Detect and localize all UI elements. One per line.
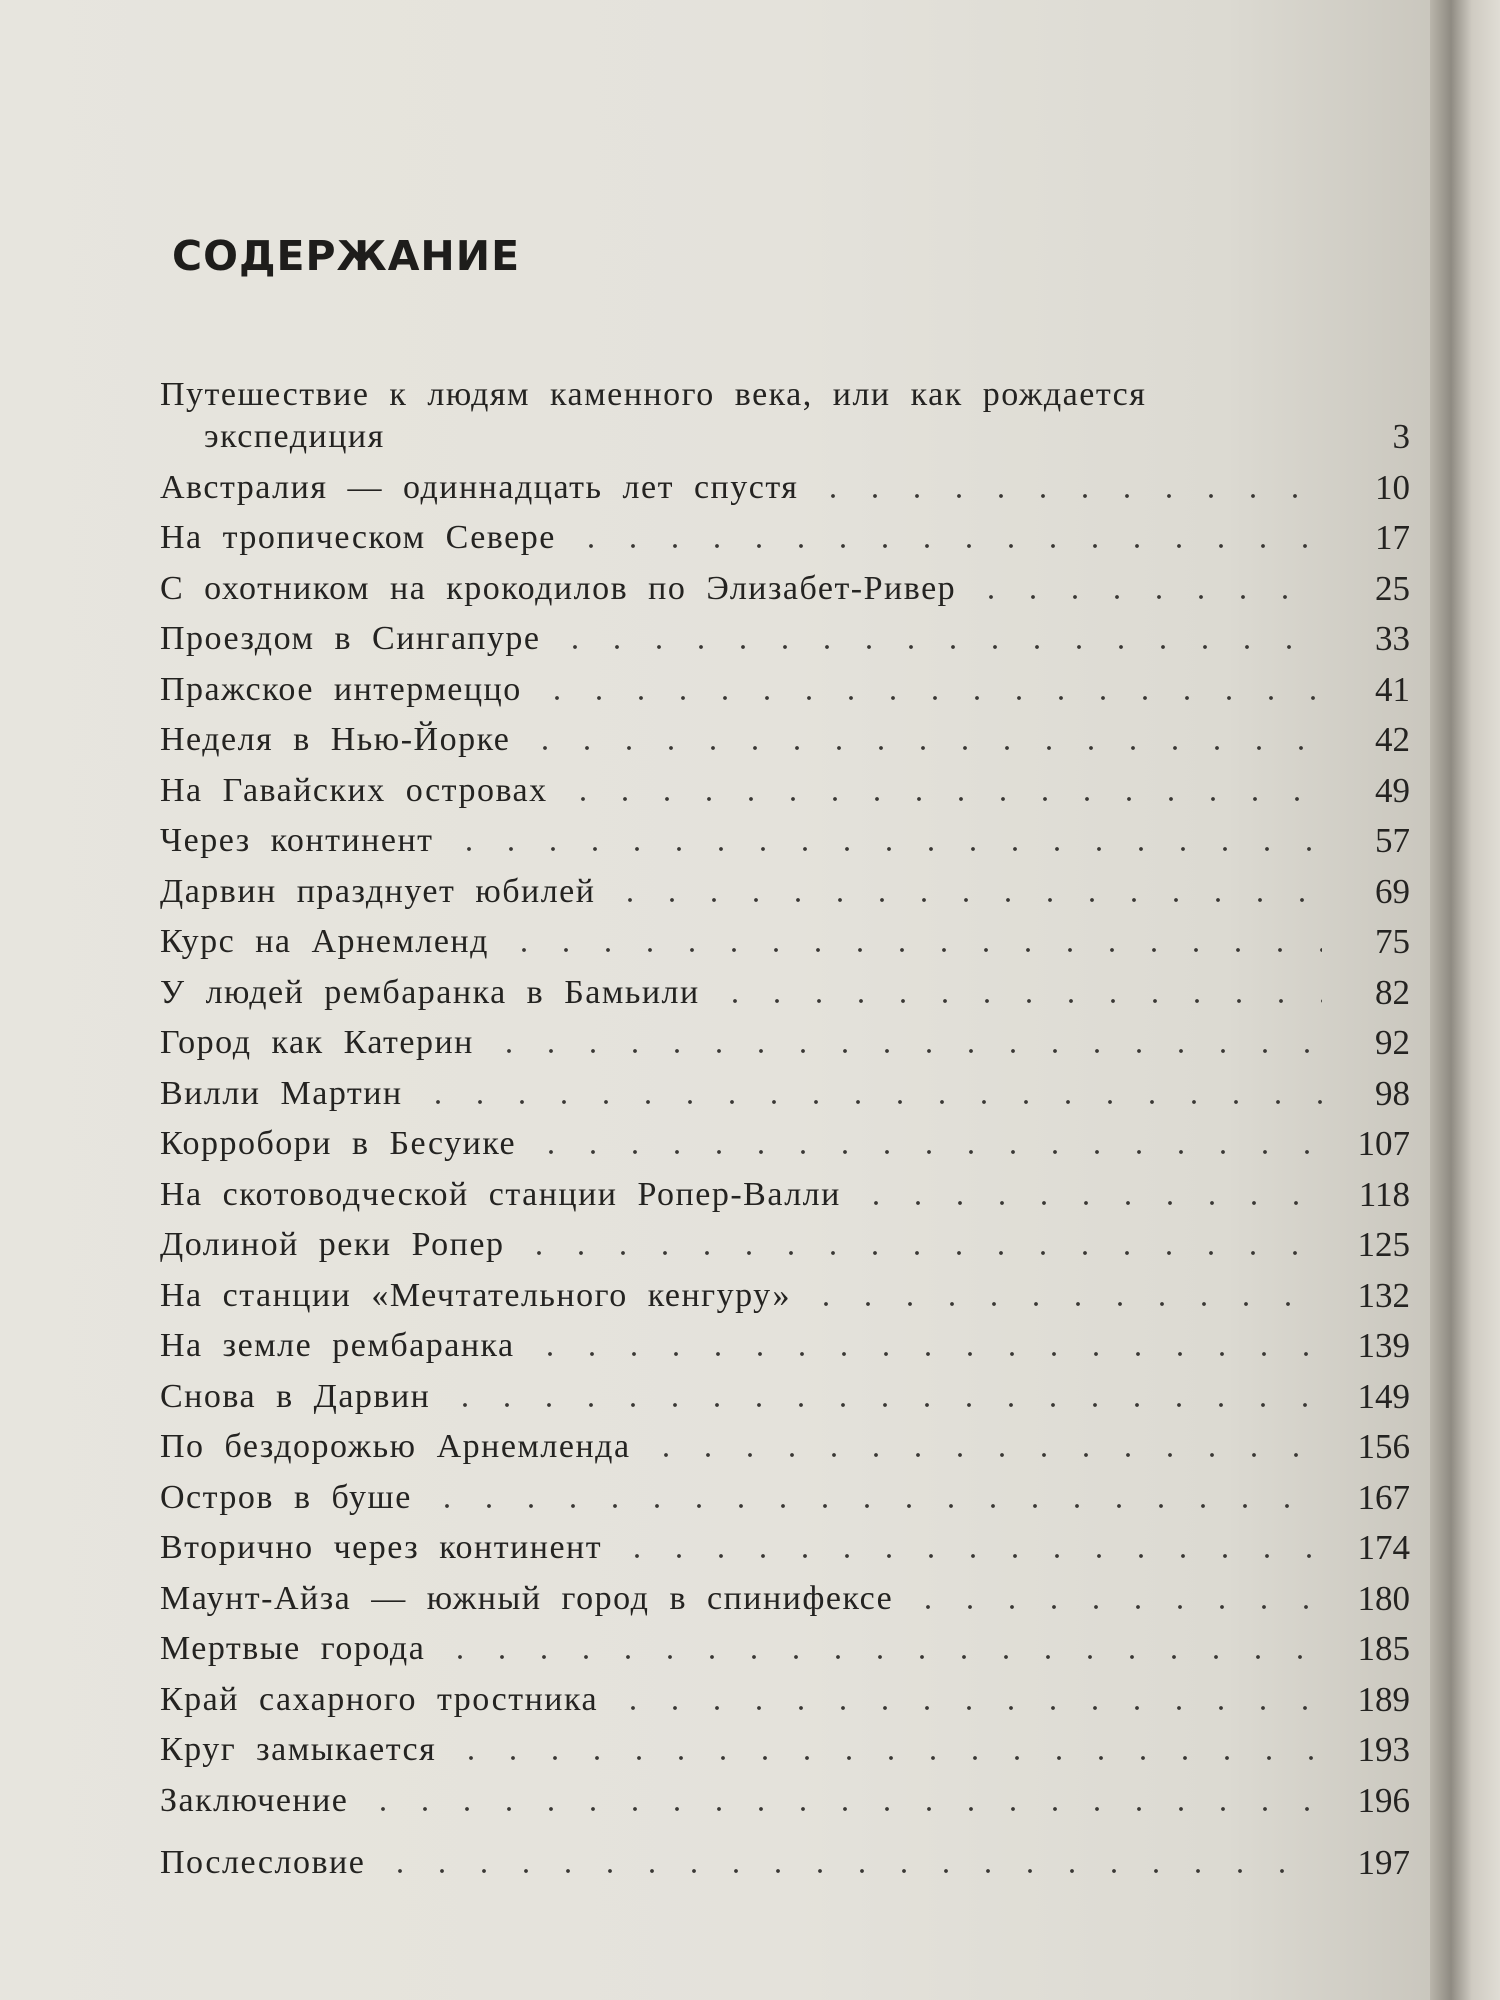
toc-entry-page: 75 <box>1375 922 1410 961</box>
toc-entry-page: 42 <box>1375 720 1410 759</box>
dot-leader <box>444 1402 1322 1408</box>
dot-leader <box>379 1868 1322 1874</box>
toc-entry-page: 57 <box>1375 821 1410 860</box>
toc-entry-title: На Гавайских островах <box>160 771 548 809</box>
toc-entry-title: Заключение <box>160 1781 349 1819</box>
toc-entry-page: 132 <box>1357 1275 1410 1315</box>
toc-entry-title: На земле рембаранка <box>160 1327 515 1364</box>
toc-entry-title: Маунт-Айза — южный город в спинифексе <box>160 1579 894 1617</box>
toc-entry-page: 193 <box>1357 1730 1410 1769</box>
toc-entry <box>160 1064 1410 1115</box>
dot-leader <box>907 1604 1322 1610</box>
table-of-contents <box>160 360 1410 1884</box>
toc-entry <box>160 458 1410 509</box>
toc-entry-page: 180 <box>1357 1578 1410 1618</box>
toc-entry-page: 98 <box>1375 1073 1410 1113</box>
toc-entry <box>160 1569 1410 1620</box>
toc-entry-page: 33 <box>1375 619 1410 658</box>
toc-entry-page: 17 <box>1375 518 1410 557</box>
toc-entry-page: 167 <box>1357 1477 1410 1517</box>
toc-entry-page: 107 <box>1357 1124 1410 1163</box>
toc-entry-title: Послесловие <box>160 1843 366 1881</box>
dot-leader <box>503 947 1322 953</box>
toc-entry-title: Неделя в Нью-Йорке <box>160 721 511 758</box>
toc-entry-page: 82 <box>1375 972 1410 1012</box>
toc-entry <box>160 1014 1410 1065</box>
toc-entry <box>160 1266 1410 1317</box>
toc-entry <box>160 1468 1410 1519</box>
toc-entry-page: 41 <box>1375 669 1410 709</box>
toc-entry <box>160 862 1410 913</box>
toc-entry-title: На тропическом Севере <box>160 519 556 556</box>
toc-entry-title: Мертвые города <box>160 1630 426 1667</box>
toc-entry-title: Корробори в Бесуике <box>160 1125 517 1162</box>
toc-entry <box>160 913 1410 964</box>
dot-leader <box>417 1099 1322 1105</box>
toc-entry-title: Вилли Мартин <box>160 1074 403 1112</box>
toc-entry <box>160 1317 1410 1368</box>
dot-leader <box>524 745 1322 751</box>
toc-entry-title: На станции «Мечтательного кенгуру» <box>160 1276 792 1314</box>
dot-leader <box>450 1755 1322 1761</box>
toc-entry <box>160 812 1410 863</box>
dot-leader <box>616 1553 1322 1559</box>
toc-entry-title: У людей рембаранка в Бамьили <box>160 973 700 1011</box>
toc-entry-page: 118 <box>1358 1174 1410 1214</box>
dot-leader <box>609 897 1322 903</box>
toc-entry <box>160 559 1410 610</box>
toc-entry <box>160 1670 1410 1721</box>
toc-entry-title: Путешествие к людям каменного века, или как рождается экспедиция <box>160 376 1147 455</box>
toc-entry <box>160 1165 1410 1216</box>
toc-entry <box>160 509 1410 560</box>
toc-entry-page: 92 <box>1375 1023 1410 1062</box>
dot-leader <box>530 1149 1322 1155</box>
toc-entry-title: Край сахарного тростника <box>160 1680 599 1718</box>
page-title: СОДЕРЖАНИЕ <box>172 232 521 280</box>
toc-entry-title: Снова в Дарвин <box>160 1377 431 1415</box>
toc-entry <box>160 1771 1410 1822</box>
toc-entry-page: 3 <box>1392 417 1410 456</box>
toc-entry <box>160 711 1410 762</box>
dot-leader <box>536 695 1322 701</box>
dot-leader <box>812 493 1322 499</box>
toc-entry-title: Остров в буше <box>160 1478 412 1516</box>
dot-leader <box>562 796 1322 802</box>
toc-entry-title: Пражское интермеццо <box>160 670 522 708</box>
dot-leader <box>518 1250 1322 1256</box>
toc-entry-title: Вторично через континент <box>160 1529 603 1566</box>
toc-entry <box>160 1216 1410 1267</box>
toc-entry-title: Дарвин празднует юбилей <box>160 872 596 910</box>
dot-leader <box>448 846 1322 852</box>
toc-entry-title: Проездом в Сингапуре <box>160 620 541 657</box>
toc-entry <box>160 1620 1410 1671</box>
toc-entry-page: 189 <box>1357 1679 1410 1719</box>
toc-entry <box>160 963 1410 1014</box>
dot-leader <box>570 543 1322 549</box>
toc-entry-title: Круг замыкается <box>160 1731 437 1768</box>
toc-entry-page: 185 <box>1357 1629 1410 1668</box>
dot-leader <box>970 594 1322 600</box>
toc-entry <box>160 1418 1410 1469</box>
toc-entry <box>160 360 1410 458</box>
toc-entry-page: 25 <box>1375 568 1410 608</box>
toc-entry-title: Через континент <box>160 822 434 859</box>
toc-entry-title: По бездорожью Арнемленда <box>160 1428 631 1465</box>
toc-entry <box>160 1115 1410 1166</box>
toc-entry <box>160 1519 1410 1570</box>
dot-leader <box>855 1200 1322 1206</box>
dot-leader <box>714 998 1322 1004</box>
toc-entry-page: 156 <box>1357 1427 1410 1466</box>
book-gutter <box>1430 0 1500 2000</box>
toc-entry <box>160 761 1410 812</box>
toc-entry-page: 174 <box>1357 1528 1410 1567</box>
toc-entry-title: Город как Катерин <box>160 1024 474 1061</box>
dot-leader <box>439 1654 1322 1660</box>
toc-entry <box>160 1721 1410 1772</box>
toc-entry-page: 197 <box>1357 1842 1410 1882</box>
dot-leader <box>426 1503 1322 1509</box>
toc-entry-title: Австралия — одиннадцать лет спустя <box>160 468 799 506</box>
toc-entry <box>160 610 1410 661</box>
dot-leader <box>645 1452 1322 1458</box>
toc-entry-title: Долиной реки Ропер <box>160 1226 505 1263</box>
dot-leader <box>529 1351 1322 1357</box>
toc-entry-title: На скотоводческой станции Ропер-Валли <box>160 1175 841 1213</box>
toc-entry-page: 196 <box>1357 1780 1410 1820</box>
toc-entry <box>160 1822 1410 1884</box>
toc-entry-title: С охотником на крокодилов по Элизабет-Ривер <box>160 569 957 607</box>
toc-entry <box>160 660 1410 711</box>
dot-leader <box>488 1048 1322 1054</box>
toc-entry-page: 69 <box>1375 871 1410 911</box>
dot-leader <box>805 1301 1322 1307</box>
toc-entry-title: Курс на Арнемленд <box>160 923 489 960</box>
toc-entry-page: 139 <box>1357 1326 1410 1365</box>
toc-entry-page: 49 <box>1375 770 1410 810</box>
toc-entry-page: 125 <box>1357 1225 1410 1264</box>
dot-leader <box>554 644 1322 650</box>
toc-entry <box>160 1367 1410 1418</box>
dot-leader <box>362 1806 1322 1812</box>
dot-leader <box>612 1705 1322 1711</box>
toc-entry-page: 149 <box>1357 1376 1410 1416</box>
toc-entry-page: 10 <box>1375 467 1410 507</box>
